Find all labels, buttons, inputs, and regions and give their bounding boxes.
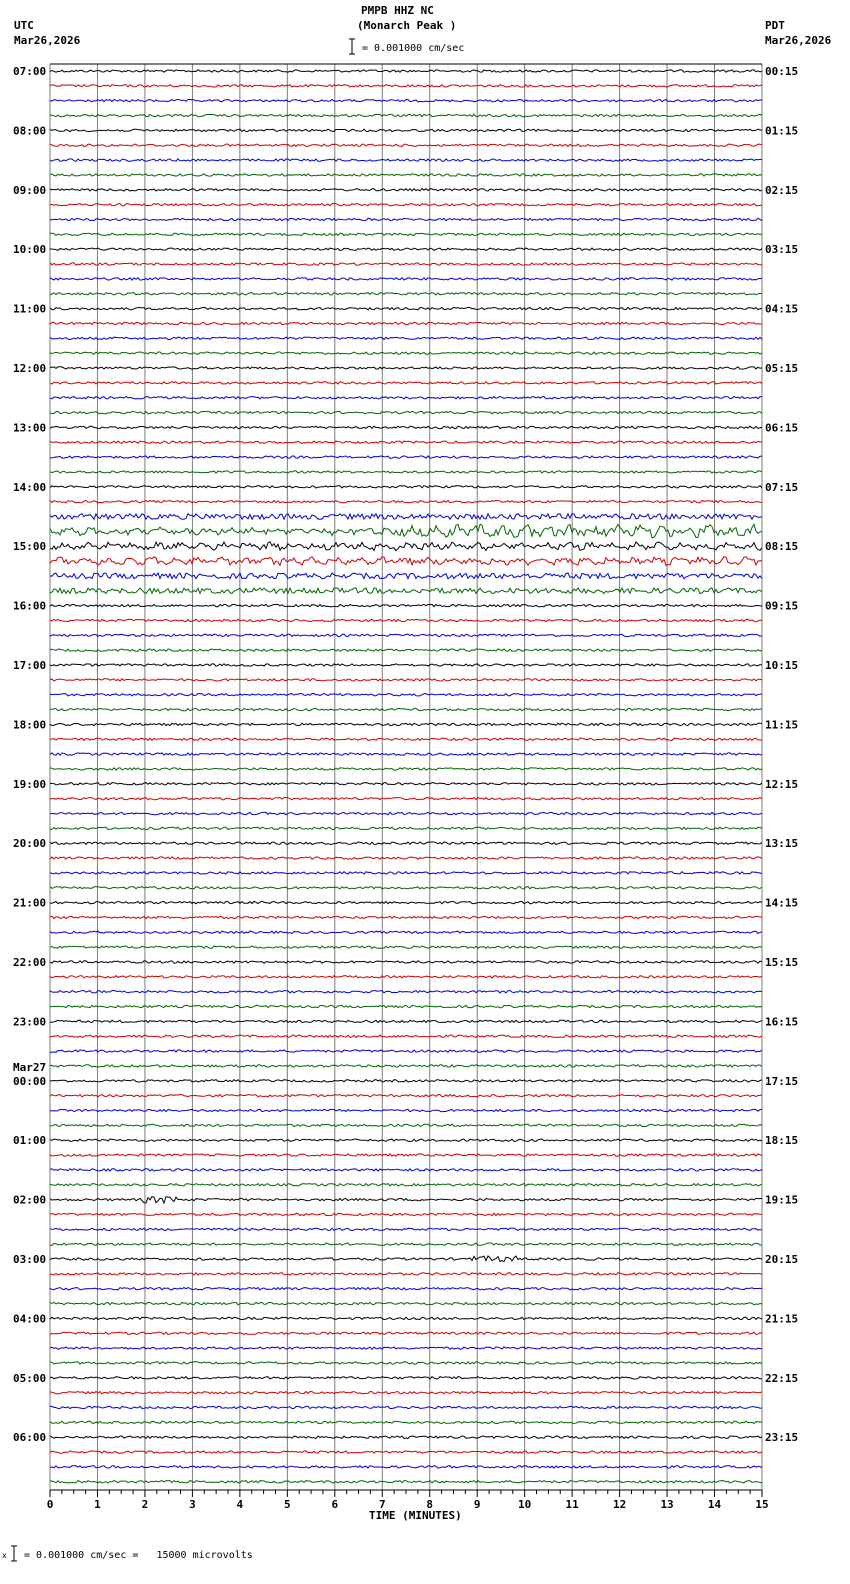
seismic-trace xyxy=(50,901,762,903)
x-tick-label: 11 xyxy=(565,1498,579,1511)
station-location: (Monarch Peak ) xyxy=(357,19,457,32)
x-tick-label: 14 xyxy=(707,1498,722,1511)
seismic-trace xyxy=(50,842,762,844)
seismic-trace xyxy=(50,1302,762,1304)
seismic-trace xyxy=(50,322,762,324)
seismic-trace xyxy=(50,1184,762,1186)
seismic-trace xyxy=(50,588,762,594)
right-hour-label: 14:15 xyxy=(765,896,799,910)
left-hour-label: 12:00 xyxy=(13,362,47,375)
right-hour-label: 17:15 xyxy=(765,1074,799,1088)
right-date: Mar26,2026 xyxy=(765,34,832,47)
seismic-trace xyxy=(50,1080,762,1082)
seismic-trace xyxy=(50,100,762,102)
seismic-trace xyxy=(50,1213,762,1215)
seismic-trace xyxy=(50,664,762,666)
seismic-trace xyxy=(50,159,762,161)
seismic-trace xyxy=(50,337,762,339)
seismic-trace xyxy=(50,1124,762,1126)
left-date-label: Mar27 xyxy=(13,1060,47,1074)
seismic-trace xyxy=(50,144,762,146)
time-axis xyxy=(47,1490,769,1511)
seismic-trace xyxy=(50,456,762,458)
seismic-trace xyxy=(50,1273,762,1275)
x-tick-label: 15 xyxy=(755,1498,769,1511)
x-tick-label: 8 xyxy=(426,1498,434,1511)
seismic-trace xyxy=(50,1256,762,1262)
x-tick-label: 13 xyxy=(660,1498,674,1511)
footer-scale-bar-icon xyxy=(9,1545,19,1563)
right-hour-label: 01:15 xyxy=(765,124,799,138)
seismic-trace xyxy=(50,798,762,800)
right-hour-label: 03:15 xyxy=(765,243,799,257)
seismic-trace xyxy=(50,723,762,725)
right-timezone: PDT xyxy=(765,19,785,32)
left-hour-label: 23:00 xyxy=(13,1015,47,1029)
seismic-trace xyxy=(50,248,762,250)
left-hour-label: 11:00 xyxy=(13,302,47,316)
right-hour-label: 09:15 xyxy=(765,599,799,613)
right-hour-label: 12:15 xyxy=(765,777,799,791)
footer-scale-text: = 0.001000 cm/sec = 15000 microvolts xyxy=(24,1550,253,1561)
seismic-trace xyxy=(50,1347,762,1349)
seismic-trace xyxy=(50,1154,762,1156)
seismic-trace xyxy=(50,916,762,918)
right-hour-label: 11:15 xyxy=(765,718,799,732)
seismic-trace xyxy=(50,1377,762,1379)
seismic-trace xyxy=(50,738,762,740)
seismic-trace xyxy=(50,1197,762,1203)
seismic-trace xyxy=(50,679,762,681)
seismic-trace xyxy=(50,768,762,770)
seismic-trace xyxy=(50,872,762,874)
seismic-trace xyxy=(50,471,762,473)
seismic-trace xyxy=(50,441,762,443)
x-tick-label: 1 xyxy=(94,1498,101,1511)
right-hour-label: 10:15 xyxy=(765,659,799,672)
seismic-trace xyxy=(50,70,762,72)
seismic-trace xyxy=(50,426,762,428)
right-hour-label: 00:15 xyxy=(765,65,799,78)
x-tick-label: 9 xyxy=(473,1498,481,1511)
scale-text: = 0.001000 cm/sec xyxy=(362,43,465,54)
seismic-trace xyxy=(50,961,762,963)
seismic-trace xyxy=(50,812,762,814)
seismic-trace xyxy=(50,1317,762,1319)
x-tick-label: 12 xyxy=(612,1498,627,1511)
right-hour-label: 08:15 xyxy=(765,540,799,554)
seismic-trace xyxy=(50,1243,762,1245)
left-hour-label: 08:00 xyxy=(13,124,47,138)
left-hour-label: 21:00 xyxy=(13,896,47,910)
seismic-trace xyxy=(50,857,762,859)
seismic-trace xyxy=(50,501,762,503)
left-hour-label: 03:00 xyxy=(13,1253,47,1266)
x-tick-label: 5 xyxy=(284,1498,291,1511)
x-tick-label: 3 xyxy=(189,1498,196,1511)
left-hour-label: 04:00 xyxy=(13,1312,47,1326)
seismic-trace xyxy=(50,307,762,309)
right-hour-label: 04:15 xyxy=(765,302,799,316)
seismic-trace xyxy=(50,634,762,636)
x-tick-label: 4 xyxy=(236,1498,244,1511)
seismic-trace xyxy=(50,382,762,384)
seismic-trace xyxy=(50,557,762,566)
left-hour-label: 09:00 xyxy=(13,183,47,197)
seismic-trace xyxy=(50,827,762,829)
seismic-trace xyxy=(50,1406,762,1408)
scale-bar-icon xyxy=(347,38,357,56)
left-hour-label: 06:00 xyxy=(13,1431,47,1445)
seismic-trace xyxy=(50,486,762,488)
left-timezone: UTC xyxy=(14,19,34,32)
left-hour-label: 07:00 xyxy=(13,65,47,78)
seismic-trace xyxy=(50,783,762,785)
right-hour-label: 13:15 xyxy=(765,837,799,851)
seismic-trace xyxy=(50,619,762,621)
seismic-trace xyxy=(50,1109,762,1111)
x-tick-label: 0 xyxy=(46,1498,54,1511)
seismic-trace xyxy=(50,278,762,280)
seismic-trace xyxy=(50,129,762,131)
seismic-trace xyxy=(50,1481,762,1483)
seismic-trace xyxy=(50,352,762,354)
seismic-trace xyxy=(50,1005,762,1007)
seismic-trace xyxy=(50,931,762,933)
left-hour-label: 00:00 xyxy=(13,1074,47,1088)
seismic-trace xyxy=(50,604,762,606)
seismic-trace xyxy=(50,1095,762,1097)
x-tick-label: 7 xyxy=(378,1498,386,1511)
right-hour-label: 07:15 xyxy=(765,480,799,494)
right-hour-label: 18:15 xyxy=(765,1134,799,1148)
right-hour-label: 23:15 xyxy=(765,1431,799,1445)
seismic-trace xyxy=(50,542,762,551)
seismic-traces xyxy=(50,70,762,1483)
left-hour-label: 01:00 xyxy=(13,1134,47,1148)
left-hour-label: 05:00 xyxy=(13,1371,47,1385)
right-hour-label: 22:15 xyxy=(765,1371,799,1385)
seismic-trace xyxy=(50,1169,762,1171)
right-hour-label: 02:15 xyxy=(765,183,799,197)
left-hour-label: 13:00 xyxy=(13,421,47,435)
left-hour-label: 10:00 xyxy=(13,243,47,257)
left-hour-label: 16:00 xyxy=(13,599,47,613)
right-hour-label: 20:15 xyxy=(765,1253,799,1266)
seismic-trace xyxy=(50,1332,762,1334)
seismic-trace xyxy=(50,753,762,755)
seismic-trace xyxy=(50,367,762,369)
left-hour-label: 22:00 xyxy=(13,956,47,969)
left-hour-label: 20:00 xyxy=(13,837,47,851)
seismic-trace xyxy=(50,1050,762,1052)
seismic-trace xyxy=(50,1436,762,1438)
seismic-trace xyxy=(50,1020,762,1022)
seismic-trace xyxy=(50,946,762,948)
left-hour-label: 15:00 xyxy=(13,540,47,554)
seismic-trace xyxy=(50,514,762,520)
seismic-trace xyxy=(50,189,762,191)
left-hour-label: 18:00 xyxy=(13,718,47,732)
right-hour-label: 16:15 xyxy=(765,1015,799,1029)
seismic-trace xyxy=(50,1288,762,1290)
seismic-trace xyxy=(50,85,762,87)
left-date: Mar26,2026 xyxy=(14,34,81,47)
seismic-trace xyxy=(50,114,762,116)
seismic-trace xyxy=(50,1451,762,1453)
right-hour-label: 15:15 xyxy=(765,956,799,969)
x-tick-label: 6 xyxy=(331,1498,339,1511)
left-hour-label: 17:00 xyxy=(13,659,47,672)
right-hour-label: 06:15 xyxy=(765,421,799,435)
seismic-trace xyxy=(50,991,762,993)
seismic-trace xyxy=(50,694,762,696)
x-tick-label: 2 xyxy=(141,1498,149,1511)
right-hour-label: 19:15 xyxy=(765,1193,799,1207)
seismic-trace xyxy=(50,233,762,235)
right-hour-label: 21:15 xyxy=(765,1312,799,1326)
seismic-trace xyxy=(50,411,762,413)
x-axis-label: TIME (MINUTES) xyxy=(369,1509,462,1522)
footer-x-marker: x xyxy=(2,1551,7,1560)
seismic-trace xyxy=(50,976,762,978)
seismic-trace xyxy=(50,524,762,538)
seismic-trace xyxy=(50,1421,762,1423)
seismic-trace xyxy=(50,1065,762,1067)
seismic-trace xyxy=(50,397,762,399)
seismic-trace xyxy=(50,887,762,889)
seismic-trace xyxy=(50,1228,762,1230)
x-tick-label: 10 xyxy=(518,1498,532,1511)
seismic-trace xyxy=(50,1466,762,1468)
seismic-trace xyxy=(50,573,762,579)
left-hour-label: 19:00 xyxy=(13,777,47,791)
seismic-trace xyxy=(50,1035,762,1037)
seismic-trace xyxy=(50,1392,762,1394)
right-hour-label: 05:15 xyxy=(765,362,799,375)
seismic-trace xyxy=(50,204,762,206)
left-hour-label: 14:00 xyxy=(13,480,47,494)
seismic-trace xyxy=(50,263,762,265)
seismic-trace xyxy=(50,1362,762,1364)
seismic-trace xyxy=(50,218,762,220)
left-hour-label: 02:00 xyxy=(13,1193,47,1207)
seismic-trace xyxy=(50,293,762,295)
seismic-trace xyxy=(50,649,762,651)
station-title: PMPB HHZ NC xyxy=(361,4,434,17)
seismic-trace xyxy=(50,1139,762,1141)
seismic-trace xyxy=(50,174,762,176)
seismic-trace xyxy=(50,708,762,710)
